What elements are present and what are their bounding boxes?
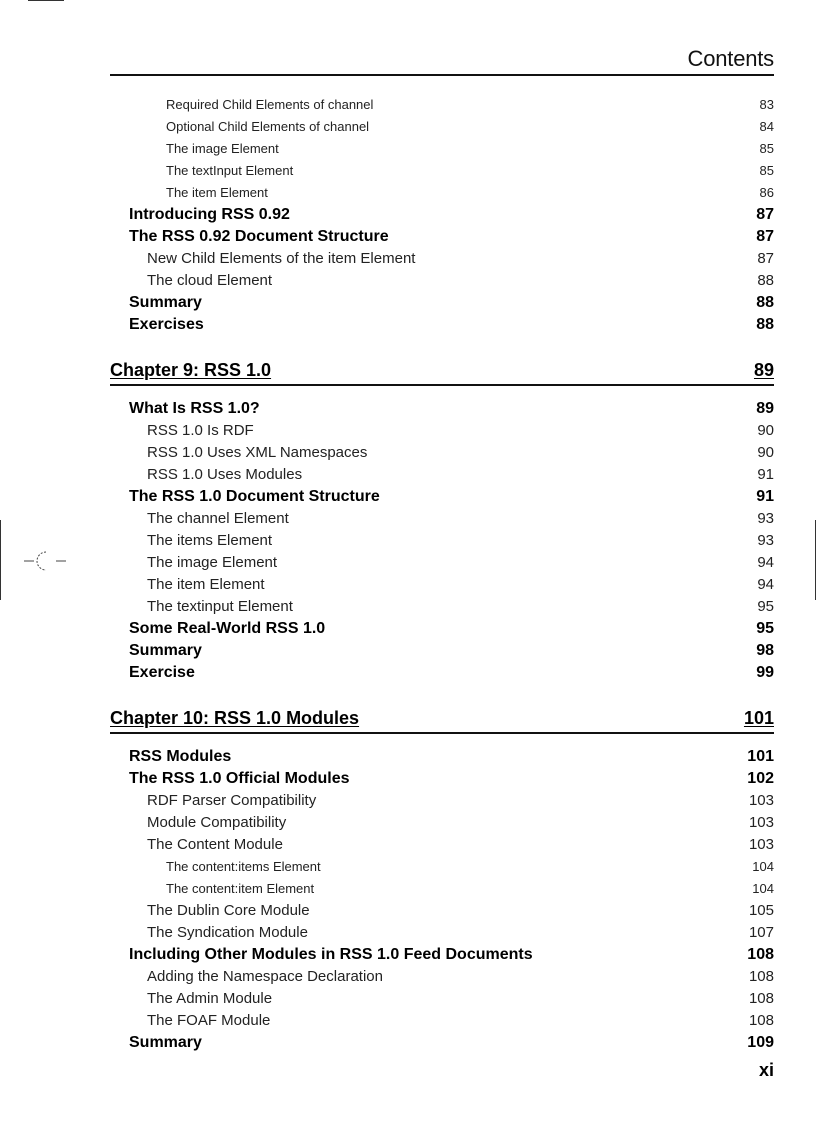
toc-entry-row — [110, 640, 774, 662]
toc-page-number: 91 — [757, 466, 774, 483]
toc-page-number: 88 — [756, 316, 774, 333]
toc-page-number: 104 — [752, 859, 774, 874]
toc-entry-title: New Child Elements of the item Element — [147, 250, 416, 267]
toc-page-number: 108 — [748, 990, 774, 1007]
toc-entry-title: Chapter 10: RSS 1.0 Modules — [110, 708, 360, 728]
toc-entry-title: Exercise — [129, 664, 195, 681]
toc-page-number: 104 — [752, 881, 774, 896]
toc-entry-title: The Content Module — [147, 836, 283, 853]
toc-page-number: 108 — [748, 1012, 774, 1029]
toc-entry-title: The RSS 1.0 Official Modules — [129, 770, 350, 787]
toc-page-number: 84 — [759, 119, 774, 134]
toc-entry-row — [110, 248, 774, 270]
running-head-title: Contents — [687, 46, 774, 71]
toc-chapter-row — [110, 358, 774, 386]
toc-entry-title: The Dublin Core Module — [147, 902, 310, 919]
toc-page-number: 101 — [743, 708, 774, 728]
toc-entry-row — [110, 94, 774, 116]
toc-entry-title: The textInput Element — [166, 163, 294, 178]
toc-entry-row — [110, 314, 774, 336]
toc-page-number: 107 — [748, 924, 774, 941]
toc-entry-title: Chapter 9: RSS 1.0 — [110, 360, 272, 380]
toc-entry-title: The item Element — [147, 576, 265, 593]
toc-entry-row — [110, 442, 774, 464]
toc-page-number: 85 — [759, 163, 774, 178]
toc-page-number: 88 — [757, 272, 774, 289]
toc-entry-title: The FOAF Module — [147, 1012, 271, 1029]
toc-page-number: 93 — [757, 510, 774, 527]
toc-page-number: 94 — [757, 576, 774, 593]
toc-entry-row — [110, 618, 774, 640]
toc-page-number: 88 — [756, 294, 774, 311]
toc-entry-row — [110, 398, 774, 420]
toc-entry-row — [110, 182, 774, 204]
toc-entry-title: Adding the Namespace Declaration — [147, 968, 383, 985]
toc-entry-title: The Syndication Module — [147, 924, 308, 941]
toc-entry-row — [110, 508, 774, 530]
toc-entry-title: What Is RSS 1.0? — [129, 400, 260, 417]
toc-page-number: 108 — [747, 946, 774, 963]
toc-page-number: 87 — [756, 206, 774, 223]
toc-entry-title: The cloud Element — [147, 272, 273, 289]
toc-entry-row — [110, 116, 774, 138]
toc-entry-row — [110, 834, 774, 856]
toc-page-number: 93 — [757, 532, 774, 549]
toc-page-number: 90 — [757, 444, 774, 461]
toc-entry-title: RSS 1.0 Is RDF — [147, 422, 254, 439]
toc-entry-row — [110, 530, 774, 552]
toc-entry-row — [110, 944, 774, 966]
page-number: xi — [758, 1060, 774, 1080]
toc-entry-title: The Admin Module — [147, 990, 273, 1007]
toc-entry-title: Summary — [129, 642, 202, 659]
toc-page-number: 103 — [748, 836, 774, 853]
toc-page-number: 95 — [756, 620, 774, 637]
toc-entry-title: Including Other Modules in RSS 1.0 Feed Documents — [129, 946, 533, 963]
toc-entry-row — [110, 988, 774, 1010]
toc-entry-title: Module Compatibility — [147, 814, 287, 831]
toc-entry-row — [110, 768, 774, 790]
toc-entry-title: The item Element — [166, 185, 268, 200]
toc-entry-row — [110, 856, 774, 878]
toc-entry-title: The RSS 0.92 Document Structure — [129, 228, 389, 245]
toc-entry-row — [110, 790, 774, 812]
toc-entry-row — [110, 746, 774, 768]
toc-entry-row — [110, 878, 774, 900]
toc-page-number: 103 — [748, 814, 774, 831]
toc-entry-title: The items Element — [147, 532, 273, 549]
toc-entry-row — [110, 574, 774, 596]
toc-page-number: 89 — [756, 400, 774, 417]
toc-entry-title: RSS Modules — [129, 748, 232, 765]
toc-entry-row — [110, 922, 774, 944]
toc-page-number: 102 — [747, 770, 774, 787]
toc-entry-row — [110, 204, 774, 226]
toc-entry-title: The channel Element — [147, 510, 289, 527]
toc-page-number: 103 — [748, 792, 774, 809]
toc-entry-row — [110, 270, 774, 292]
toc-page-number: 87 — [756, 228, 774, 245]
toc-page-number: 83 — [759, 97, 774, 112]
toc-chapter-row — [110, 706, 774, 734]
toc-page-number: 98 — [756, 642, 774, 659]
chapter-spacer — [110, 684, 774, 690]
toc-page-number: 109 — [747, 1034, 774, 1051]
toc-entry-title: Introducing RSS 0.92 — [129, 206, 290, 223]
toc-entry-title: Summary — [129, 1034, 202, 1051]
toc-page-number: 94 — [757, 554, 774, 571]
toc-entry-title: The RSS 1.0 Document Structure — [129, 488, 380, 505]
toc-entry-title: Exercises — [129, 316, 204, 333]
toc-entry-row — [110, 486, 774, 508]
toc-page-number: 95 — [757, 598, 774, 615]
toc-page-number: 86 — [759, 185, 774, 200]
toc-page-number: 101 — [747, 748, 774, 765]
toc-entry-title: The image Element — [147, 554, 278, 571]
toc-page-number: 85 — [759, 141, 774, 156]
crop-mark-left — [0, 520, 1, 600]
toc-entry-title: The image Element — [166, 141, 279, 156]
toc-entry-title: Optional Child Elements of channel — [166, 119, 370, 134]
registration-mark-icon — [24, 548, 68, 574]
toc-entry-row — [110, 1032, 774, 1054]
toc-entry-row — [110, 160, 774, 182]
toc-entry-title: Required Child Elements of channel — [166, 97, 374, 112]
toc-entry-row — [110, 464, 774, 486]
toc-entry-title: RSS 1.0 Uses XML Namespaces — [147, 444, 368, 461]
toc-entry-title: Summary — [129, 294, 202, 311]
toc-entry-row — [110, 420, 774, 442]
toc-entry-title: RSS 1.0 Uses Modules — [147, 466, 303, 483]
toc-page-number: 90 — [757, 422, 774, 439]
chapter-spacer — [110, 336, 774, 342]
toc-entry-title: The content:item Element — [166, 881, 315, 896]
toc-entry-title: Some Real-World RSS 1.0 — [129, 620, 326, 637]
toc-page-number: 87 — [757, 250, 774, 267]
header-rule — [110, 74, 774, 76]
toc-entry-row — [110, 812, 774, 834]
toc-page-number: 105 — [748, 902, 774, 919]
toc-entry-title: RDF Parser Compatibility — [147, 792, 317, 809]
toc-page-number: 99 — [756, 664, 774, 681]
toc-entry-row — [110, 138, 774, 160]
toc-page-number: 108 — [748, 968, 774, 985]
toc-entry-row — [110, 552, 774, 574]
toc-page-number: 89 — [753, 360, 774, 380]
table-of-contents — [110, 94, 774, 1054]
toc-entry-row — [110, 596, 774, 618]
toc-entry-row — [110, 226, 774, 248]
toc-entry-row — [110, 662, 774, 684]
toc-page-number: 91 — [756, 488, 774, 505]
toc-entry-title: The textinput Element — [147, 598, 293, 615]
toc-entry-title: The content:items Element — [166, 859, 321, 874]
crop-mark-top — [28, 0, 64, 1]
toc-entry-row — [110, 1010, 774, 1032]
toc-entry-row — [110, 966, 774, 988]
toc-entry-row — [110, 900, 774, 922]
toc-entry-row — [110, 292, 774, 314]
